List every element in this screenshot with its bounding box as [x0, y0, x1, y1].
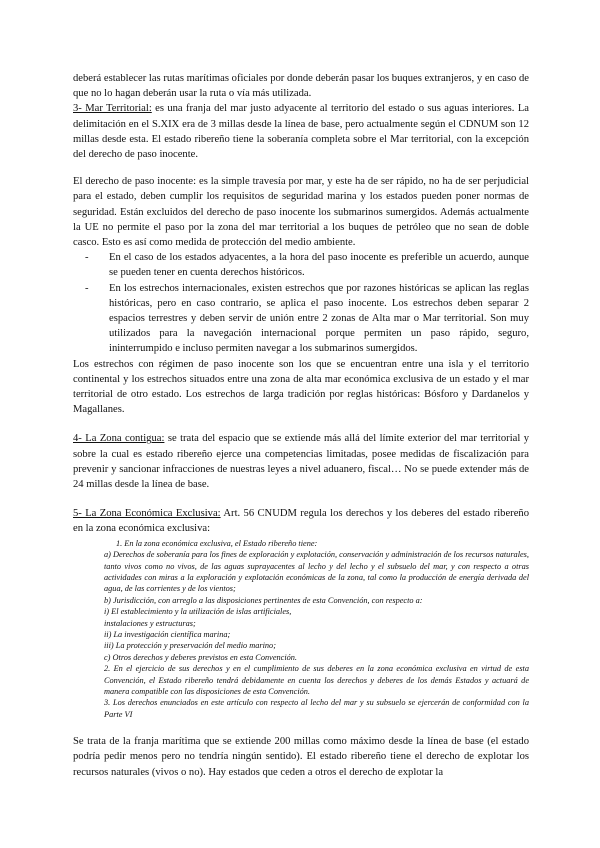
article-quote: [73, 538, 529, 721]
list-item-text: En los estrechos internacionales, existen estrechos que por razones históricas se aplican las reglas históricas, pero en caso contrario, se aplica el paso inocente. Los estrechos deben separar 2 espacios terrestres y deben servir de unión entre 2 zonas de Alta mar o Mar territorial. Son muy utilizados para la navegación internacional porque permiten un paso rápido, seguro, ininterrumpido e incluso permiten navegar a los submarinos sumergidos.: [109, 282, 529, 355]
estrechos-paragraph: Los estrechos con régimen de paso inocente son los que se encuentran entre una isla y el territorio continental y los estrechos situados entre una zona de alta mar económica exclusiva de un estado y el mar territorial de otro estado. Los estrechos de larga tradición por reglas históricas: Bósforo y Dardanelos y Magallanes.: [73, 358, 529, 416]
zona-contigua-heading: 4- La Zona contigua:: [73, 433, 165, 445]
mar-territorial-text: es una franja del mar justo adyacente al territorio del estado o sus aguas interiores. La delimitación en el S.XIX era de 3 millas desde la línea de base, pero actualmente según el CDNUM son 12 millas desde esta. El estado ribereño tiene la soberanía completa sobre el Mar territorial, con la excepción del derecho de paso inocente.: [73, 103, 529, 161]
dash-marker: -: [85, 282, 89, 294]
zee-heading: 5- La Zona Económica Exclusiva:: [73, 508, 221, 520]
quote-line: ii) La investigación científica marina;: [104, 629, 231, 639]
document-page: [73, 71, 529, 780]
list-item: [73, 250, 529, 280]
quote-line: 2. En el ejercicio de sus derechos y en el cumplimiento de sus deberes en la zona económica exclusiva en virtud de esta Convención, el Estado ribereño tendrá debidamente en cuenta los derechos y deberes de los demás Estados y actuará de manera compatible con las disposiciones de esta Convención.: [104, 664, 529, 696]
final-paragraph: Se trata de la franja marítima que se extiende 200 millas como máximo desde la línea de base (el estado podría pedir menos pero no tendría ningún sentido). El estado ribereño tiene el derecho de explotar los recursos naturales (vivos o no). Hay estados que ceden a otros el derecho de explotar la: [73, 736, 529, 778]
intro-paragraph: deberá establecer las rutas marítimas oficiales por donde deberán pasar los buques extranjeros, y en caso de que no lo hagan deberán usar la ruta o vía más utilizada.: [73, 73, 529, 100]
quote-line: a) Derechos de soberanía para los fines de exploración y explotación, conservación y administración de los recursos naturales, tanto vivos como no vivos, de las aguas suprayacentes al lecho y del lecho y el subsuelo del mar, y con respecto a otras actividades con miras a la exploración y explotación económicas de la zona, tal como la producción de energía derivada del agua, de las corrientes y de los vientos;: [104, 550, 529, 594]
zee-paragraph: [73, 506, 529, 536]
quote-line: instalaciones y estructuras;: [104, 618, 196, 628]
dash-marker: -: [85, 252, 89, 264]
zona-contigua-paragraph: [73, 431, 529, 492]
quote-line: 1. En la zona económica exclusiva, el Estado ribereño tiene:: [116, 538, 318, 548]
zee-text: Art. 56 CNUDM regula los derechos y los deberes del estado ribereño en la zona económica exclusiva:: [73, 508, 529, 535]
quote-line: i) El establecimiento y la utilización de islas artificiales,: [104, 607, 292, 617]
mar-territorial-heading: 3- Mar Territorial:: [73, 103, 152, 115]
quote-line: c) Otros derechos y deberes previstos en esta Convención.: [104, 652, 298, 662]
list-item: [73, 281, 529, 357]
paso-inocente-paragraph: El derecho de paso inocente: es la simple travesía por mar, y este ha de ser rápido, no ha de ser perjudicial para el estado, deben cumplir los requisitos de seguridad marina y los estados pueden poner normas de seguridad. Están excluidos del derecho de paso inocente los submarinos sumergidos. Además actualmente la UE no permite el paso por la zona del mar territorial a los buques de petróleo que no sean de doble casco. Esto es así como medida de protección del medio ambiente.: [73, 176, 529, 249]
quote-line: iii) La protección y preservación del medio marino;: [104, 641, 276, 651]
list-item-text: En el caso de los estados adyacentes, a la hora del paso inocente es preferible un acuerdo, aunque se pueden tener en cuenta derechos históricos.: [109, 252, 529, 279]
bullet-list: [73, 250, 529, 356]
quote-line: 3. Los derechos enunciados en este artículo con respecto al lecho del mar y su subsuelo se ejercerán de conformidad con la Parte VI: [104, 698, 529, 719]
quote-line: b) Jurisdicción, con arreglo a las disposiciones pertinentes de esta Convención, con respecto a:: [104, 595, 423, 605]
zona-contigua-text: se trata del espacio que se extiende más allá del límite exterior del mar territorial y sobre la cual es estado ribereño ejerce una competencias limitadas, posee medidas de fiscalización para prevenir y sancionar infracciones de nuestras leyes a nivel aduanero, fiscal… No se puede extender más de 24 millas desde la línea de base.: [73, 433, 529, 491]
mar-territorial-paragraph: [73, 101, 529, 162]
